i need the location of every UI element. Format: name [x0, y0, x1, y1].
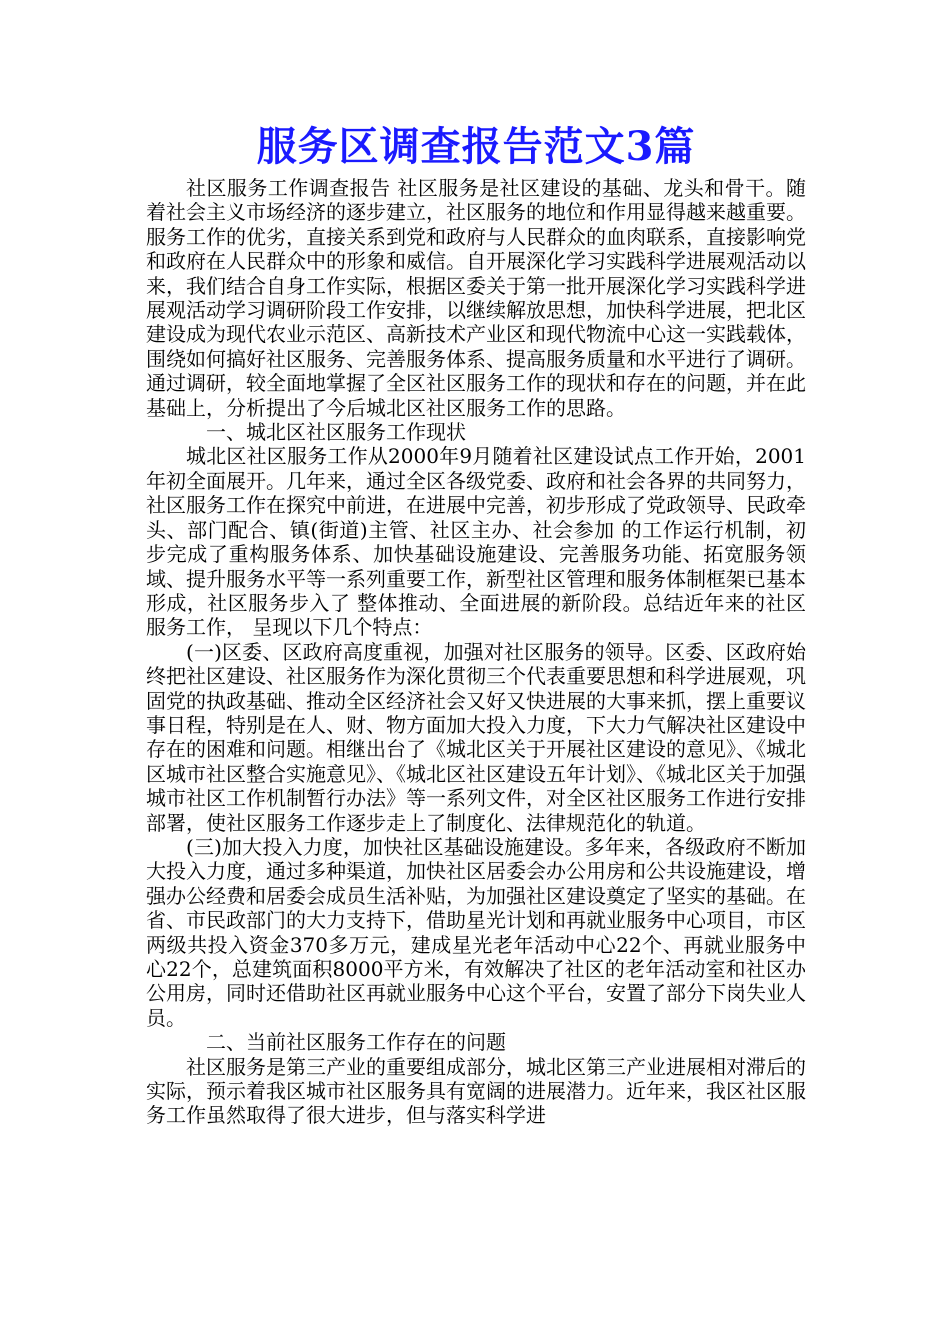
body-paragraph: 城北区社区服务工作从2000年9月随着社区建设试点工作开始，2001年初全面展开。几年来，通过全区各级党委、政府和社会各界的共同努力，社区服务工作在探究中前进，在进展中完善，初步形成了党政领导、民政牵头、部门配合、镇(街道)主管、社区主办、社会参加 的工作运行机制，初步完成了重构服务体系、加快基础设施建设、完善服务功能、拓宽服务领域、提升服务水平等一系列重要工作，新型社区管理和服务体制框架已基本形成，社区服务步入了 整体推动、全面进展的新阶段。总结近年来的社区服务工作， 呈现以下几个特点： [146, 444, 806, 640]
section-heading: 二、当前社区服务工作存在的问题 [206, 1030, 506, 1055]
document-title: 服务区调查报告范文3篇 [256, 123, 696, 170]
document-body [146, 176, 806, 1128]
section-heading: 一、城北区社区服务工作现状 [206, 420, 466, 445]
body-paragraph: (一)区委、区政府高度重视，加强对社区服务的领导。区委、区政府始终把社区建设、社区服务作为深化贯彻三个代表重要思想和科学进展观，巩固党的执政基础、推动全区经济社会又好又快进展的大事来抓，摆上重要议事日程，特别是在人、财、物方面加大投入力度，下大力气解决社区建设中存在的困难和问题。相继出台了《城北区关于开展社区建设的意见》、《城北区城市社区整合实施意见》、《城北区社区建设五年计划》、《城北区关于加强城市社区工作机制暂行办法》等一系列文件，对全区社区服务工作进行安排部署，使社区服务工作逐步走上了制度化、法律规范化的轨道。 [146, 639, 806, 835]
body-paragraph: (三)加大投入力度，加快社区基础设施建设。多年来，各级政府不断加大投入力度，通过多种渠道，加快社区居委会办公用房和公共设施建设，增强办公经费和居委会成员生活补贴，为加强社区建设奠定了坚实的基础。在省、市民政部门的大力支持下，借助星光计划和再就业服务中心项目，市区两级共投入资金370多万元，建成星光老年活动中心22个、再就业服务中心22个，总建筑面积8000平方米，有效解决了社区的老年活动室和社区办公用房，同时还借助社区再就业服务中心这个平台，安置了部分下岗失业人员。 [146, 834, 806, 1030]
document-page [146, 118, 806, 1128]
body-paragraph: 社区服务是第三产业的重要组成部分，城北区第三产业进展相对滞后的实际，预示着我区城市社区服务具有宽阔的进展潜力。近年来，我区社区服务工作虽然取得了很大进步，但与落实科学进 [146, 1054, 806, 1128]
body-paragraph: 社区服务工作调查报告 社区服务是社区建设的基础、龙头和骨干。随着社会主义市场经济的逐步建立，社区服务的地位和作用显得越来越重要。服务工作的优劣，直接关系到党和政府与人民群众的血肉联系，直接影响党和政府在人民群众中的形象和威信。自开展深化学习实践科学进展观活动以来，我们结合自身工作实际，根据区委关于第一批开展深化学习实践科学进展观活动学习调研阶段工作安排，以继续解放思想，加快科学进展，把北区建设成为现代农业示范区、高新技术产业区和现代物流中心这一实践载体，围绕如何搞好社区服务、完善服务体系、提高服务质量和水平进行了调研。通过调研，较全面地掌握了全区社区服务工作的现状和存在的问题，并在此基础上，分析提出了今后城北区社区服务工作的思路。 [146, 176, 806, 420]
